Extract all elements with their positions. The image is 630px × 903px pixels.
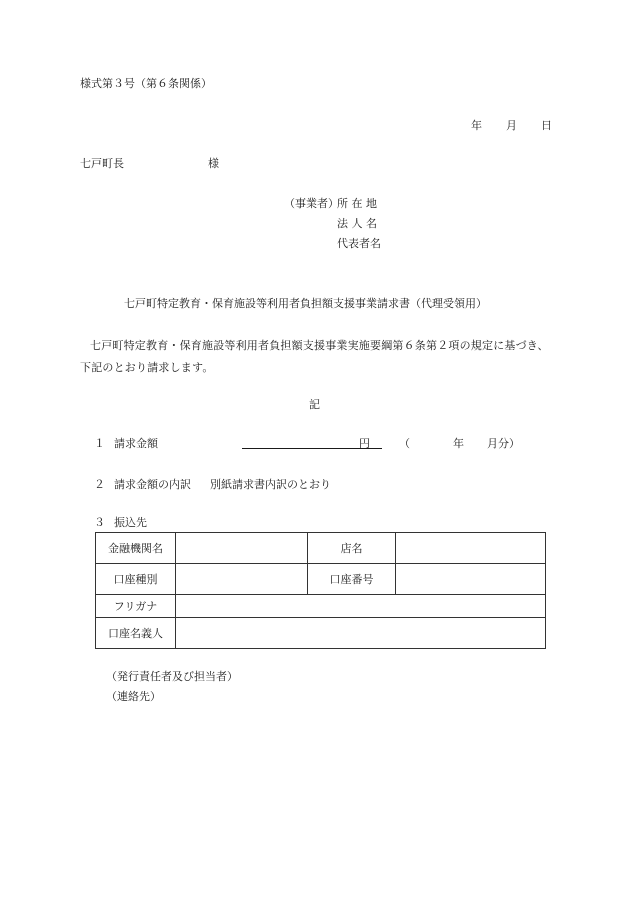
table-row [96,564,546,595]
account-holder-label: 口座名義人 [96,618,176,649]
account-holder-value[interactable] [176,618,546,649]
account-number-value[interactable] [396,564,546,595]
item1-number: １ [94,437,105,450]
item1-open-paren: （ [399,437,410,450]
date-day: 日 [541,119,552,132]
applicant-representative-label: 代表者名 [337,237,381,250]
bank-account-table [95,532,546,649]
furigana-label: フリガナ [96,595,176,618]
item2-number: ２ [94,478,105,491]
applicant-address-label: 所 在 地 [337,197,377,210]
date-month: 月 [506,119,517,132]
applicant-corporation-label: 法 人 名 [337,217,377,230]
date-year: 年 [471,119,482,132]
body-paragraph: 七戸町特定教育・保育施設等利用者負担額支援事業実施要綱第６条第２項の規定に基づき、下記のとおり請求します。 [80,339,549,374]
branch-value[interactable] [396,533,546,564]
recipient-name: 七戸町長 [80,157,124,170]
table-row [96,595,546,618]
furigana-value[interactable] [176,595,546,618]
item1-yen: 円 [359,437,370,450]
item3-number: ３ [94,516,105,529]
bank-name-value[interactable] [176,533,308,564]
item1-label: 請求金額 [114,437,158,450]
applicant-label: （事業者） [284,197,339,210]
item3-label: 振込先 [114,516,147,529]
item2-label: 請求金額の内訳 [114,478,191,491]
form-number: 様式第３号（第６条関係） [80,77,212,90]
account-type-value[interactable] [176,564,308,595]
account-number-label: 口座番号 [308,564,396,595]
ki-heading: 記 [309,398,320,411]
account-type-label: 口座種別 [96,564,176,595]
branch-label: 店名 [308,533,396,564]
table-row [96,533,546,564]
contact-info: （連絡先） [106,690,161,703]
item2-value: 別紙請求書内訳のとおり [210,478,331,491]
table-row [96,618,546,649]
item1-month: 月分） [487,437,520,450]
responsible-person: （発行責任者及び担当者） [106,670,238,683]
bank-name-label: 金融機関名 [96,533,176,564]
document-title: 七戸町特定教育・保育施設等利用者負担額支援事業請求書（代理受領用） [124,297,487,310]
recipient-honorific: 様 [208,157,219,170]
item1-year: 年 [453,437,464,450]
